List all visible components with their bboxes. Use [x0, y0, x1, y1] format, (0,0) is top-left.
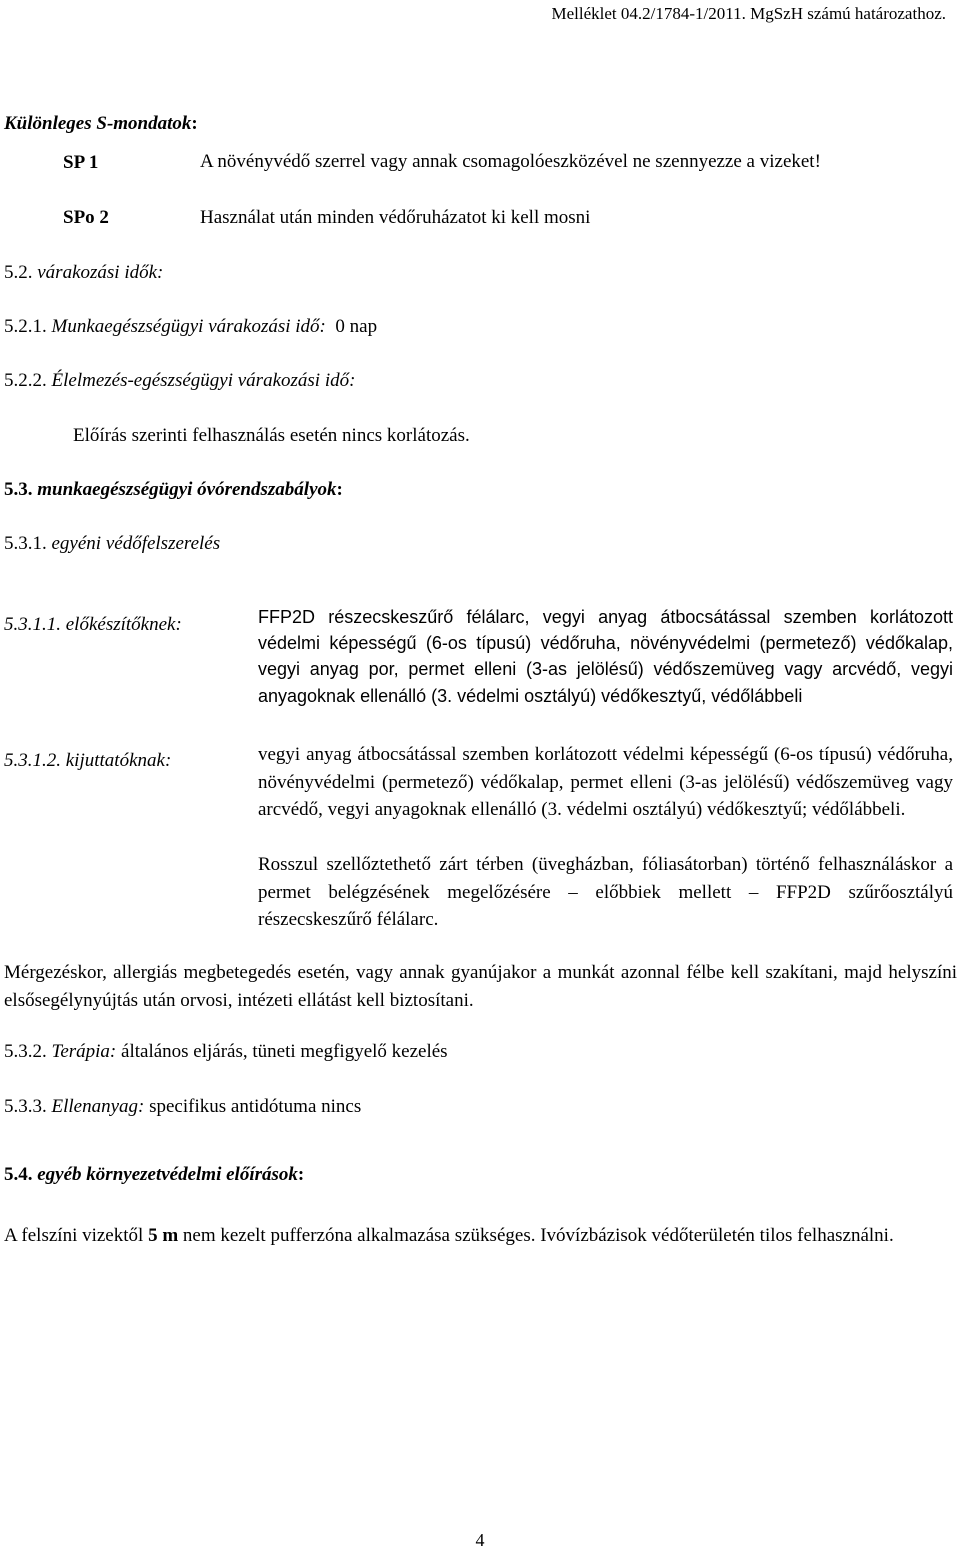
antidote-label: Ellenanyag:	[51, 1096, 145, 1117]
applicators-text: vegyi anyag átbocsátással szemben korlátozott védelmi képességű (6-os típusú) védőruha, növényvédelmi (permetező) védőkalap, permet elleni (3-as jelölésű) védőszemüveg vagy arcvédő, vegyi anyagoknak ellenálló (3. védelmi osztályú) védőkesztyű; védőlábbeli.	[258, 744, 953, 820]
env-heading	[4, 1164, 304, 1186]
work-waiting-unit: nap	[349, 316, 378, 337]
page-number: 4	[475, 1530, 485, 1550]
therapy-text: általános eljárás, tüneti megfigyelő kezelés	[121, 1041, 448, 1062]
work-waiting-line	[4, 316, 377, 338]
section-number: 5.3.1.	[4, 533, 47, 554]
safety-colon: :	[336, 479, 343, 500]
therapy-line	[4, 1041, 448, 1063]
section-number: 5.2.2.	[4, 370, 47, 391]
antidote-line	[4, 1096, 361, 1118]
section-number: 5.3.2.	[4, 1041, 47, 1062]
poisoning-text: Mérgezéskor, allergiás megbetegedés esetén, vagy annak gyanújakor a munkát azonnal félbe kell szakítani, majd helyszíni elsősegélynyújtás után orvosi, intézeti ellátást kell biztosítani.	[4, 962, 957, 1011]
s-phrase-code: SP 1	[63, 152, 99, 173]
work-waiting-value: 0	[335, 316, 345, 337]
env-colon: :	[297, 1164, 305, 1185]
preparers-label: 5.3.1.1. előkészítőknek:	[4, 614, 182, 635]
section-number: 5.2.1.	[4, 316, 47, 337]
applicators-note: Rosszul szellőztethető zárt térben (üvegházban, fóliasátorban) történő felhasználáskor a permet belégzésének megelőzésére – előbbiek mellett – FFP2D szűrőosztályú részecskeszűrő félálarc.	[258, 854, 953, 930]
section-number: 5.3.3.	[4, 1096, 47, 1117]
s-phrase-text: Használat után minden védőruházatot ki kell mosni	[200, 207, 591, 228]
section-number: 5.2.	[4, 262, 33, 283]
section-title: munkaegészségügyi óvórendszabályok	[37, 479, 337, 500]
s-phrases-heading	[4, 113, 198, 135]
work-waiting-label: Munkaegészségügyi várakozási idő:	[51, 316, 326, 337]
food-waiting-line	[4, 370, 355, 392]
waiting-heading	[4, 262, 163, 284]
applicators-label: 5.3.1.2. kijuttatóknak:	[4, 750, 172, 771]
food-waiting-text: Előírás szerinti felhasználás esetén nincs korlátozás.	[73, 425, 470, 446]
env-text-c: nem kezelt pufferzóna alkalmazása szükséges. Ivóvízbázisok védőterületén tilos felhasználni.	[182, 1225, 894, 1246]
section-title: várakozási idők:	[37, 262, 164, 283]
env-text-a: A felszíni vizektől	[4, 1225, 144, 1246]
section-title: egyéb környezetvédelmi előírások	[37, 1164, 298, 1185]
env-text	[4, 1222, 957, 1250]
therapy-label: Terápia:	[51, 1041, 117, 1062]
s-phrase-text: A növényvédő szerrel vagy annak csomagolóeszközével ne szennyezze a vizeket!	[200, 151, 821, 172]
buffer-distance: 5 m	[148, 1225, 179, 1246]
s-phrases-colon: :	[191, 113, 198, 134]
food-waiting-label: Élelmezés-egészségügyi várakozási idő:	[51, 370, 356, 391]
ppe-heading	[4, 533, 220, 555]
s-phrase-code: SPo 2	[63, 207, 109, 228]
safety-heading	[4, 479, 343, 501]
section-number: 5.3.	[4, 479, 33, 500]
section-title: egyéni védőfelszerelés	[51, 533, 221, 554]
s-phrases-title: Különleges S-mondatok	[4, 113, 192, 134]
antidote-text: specifikus antidótuma nincs	[149, 1096, 362, 1117]
document-header: Melléklet 04.2/1784-1/2011. MgSzH számú határozathoz.	[551, 4, 946, 23]
preparers-text: FFP2D részecskeszűrő félálarc, vegyi anyag átbocsátással szemben korlátozott védelmi képességű (6-os típusú) védőruha, növényvédelmi (permetező) védőkalap, vegyi anyag por, permet elleni (3-as jelölésű) védőszemüveg vagy arcvédő, vegyi anyagoknak ellenálló (3. védelmi osztályú) védőkesztyű, védőlábbeli	[258, 607, 953, 706]
section-number: 5.4.	[4, 1164, 33, 1185]
